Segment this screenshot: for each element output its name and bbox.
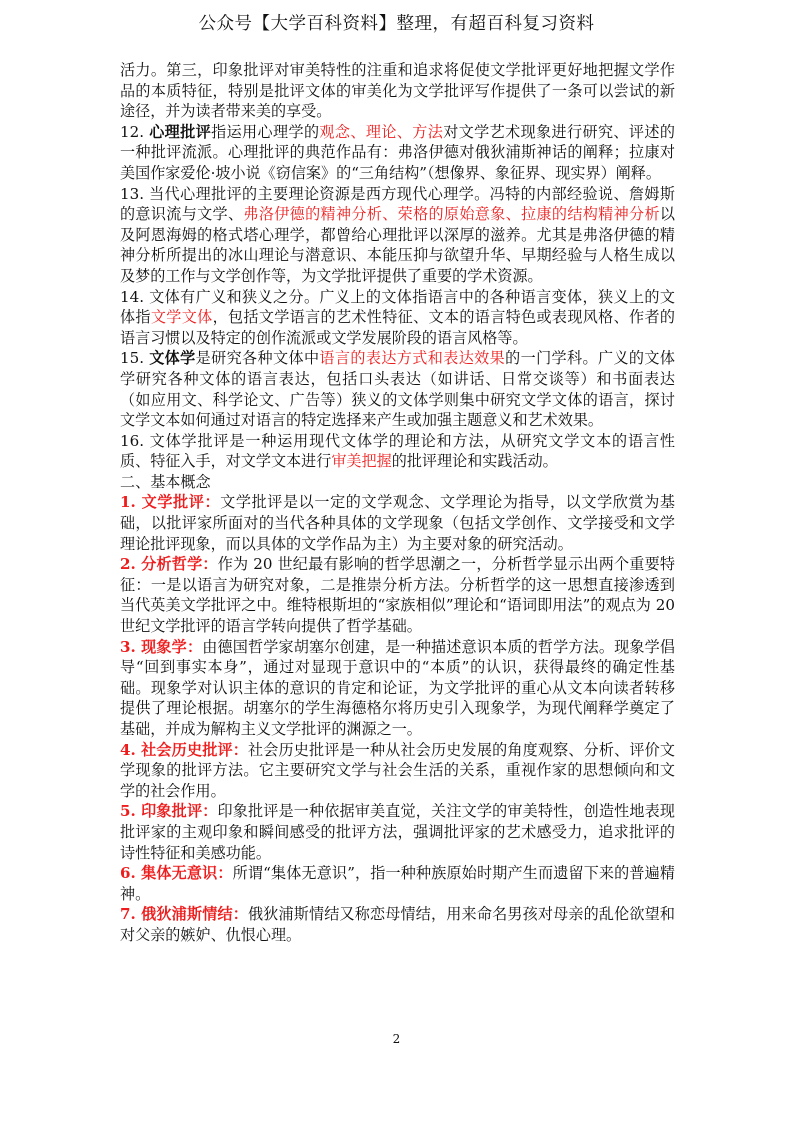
paragraph	[120, 287, 675, 349]
text-run: 的批评理论和实践活动。	[391, 452, 558, 471]
paragraph	[120, 863, 675, 904]
term-label: 7. 俄狄浦斯情结：	[120, 905, 248, 924]
term-label: 5. 印象批评：	[120, 802, 218, 821]
paragraph	[120, 431, 675, 472]
paragraph	[120, 740, 675, 802]
page-header: 公众号【大学百科资料】整理，有超百科复习资料	[198, 14, 595, 34]
text-run: 13. 当代心理批评的主要理论资源是西方现代心理学。冯特的内部经验说、詹姆斯的意识流与文学、	[120, 184, 675, 224]
text-run: 俄狄浦斯情结又称恋母情结，用来命名男孩对母亲的乱伦欲望和对父亲的嫉妒、仇恨心理。	[120, 905, 675, 944]
text-run: 的一门学科。广义的文体学研究各种文体的语言表达，包括口头表达（如讲话、日常交谈等）和书面表达（如应用文、科学论文、广告等）狭义的文体学则集中研究文学文体的语言，探讨文学文本如何通过对语言的特定选择来产生或加强主题意义和艺术效果。	[120, 349, 675, 430]
paragraph	[120, 122, 675, 184]
text-run: ，包括文学语言的艺术性特征、文本的语言特色或表现风格、作者的语言习惯以及特定的创作流派或文学发展阶段的语言风格等。	[120, 308, 675, 347]
text-run: 14. 文体有广义和狭义之分。广义上的文体指语言中的各种语言变体，狭义上的文体指	[120, 287, 675, 327]
text-run: 活力。第三，印象批评对审美特性的注重和追求将促使文学批评更好地把握文学作品的本质特征，特别是批评文体的审美化为文学批评写作提供了一条可以尝试的新途径，并为读者带来美的享受。	[120, 61, 675, 121]
text-run: 12.	[120, 122, 150, 141]
paragraph	[120, 348, 675, 430]
highlighted-text: 审美把握	[331, 452, 392, 471]
text-run: 16. 文体学批评是一种运用现代文体学的理论和方法，从研究文学文本的语言性质、特征入手，对文学文本进行	[120, 431, 675, 471]
term-label: 6. 集体无意识：	[120, 864, 233, 883]
paragraph	[120, 904, 675, 945]
text-run: 作为 20 世纪最有影响的哲学思潮之一，分析哲学显示出两个重要特征：一是以语言为研究对象，二是推崇分析方法。分析哲学的这一思想直接渗透到当代英美文学批评之中。维特根斯坦的“家族相似”理论和“语词即用法”的观点为 20 世纪文学批评的语言学转向提供了哲学基础。	[120, 555, 675, 636]
text-run: 二、基本概念	[120, 472, 211, 491]
paragraph	[120, 637, 675, 740]
paragraph	[120, 60, 675, 122]
term-label: 1. 文学批评：	[120, 493, 221, 512]
term-label: 心理批评	[149, 122, 212, 141]
text-run: 社会历史批评是一种从社会历史发展的角度观察、分析、评价文学现象的批评方法。它主要研究文学与社会生活的关系，重视作家的思想倾向和文学的社会作用。	[120, 740, 675, 800]
term-label: 3. 现象学：	[120, 637, 203, 656]
term-label: 4. 社会历史批评：	[120, 740, 248, 759]
term-label: 2. 分析哲学：	[120, 555, 218, 574]
highlighted-text: 观念、理论、方法	[319, 122, 444, 141]
text-run: 指运用心理学的	[211, 122, 320, 141]
text-run: 15.	[120, 349, 150, 368]
term-label: 文体学	[149, 349, 196, 368]
text-run: 所谓“集体无意识”，指一种种族原始时期产生而遗留下来的普遍精神。	[120, 864, 676, 903]
highlighted-text: 语言的表达方式和表达效果	[319, 349, 506, 368]
paragraph	[120, 801, 675, 863]
text-run: 文学批评是以一定的文学观念、文学理论为指导，以文学欣赏为基础，以批评家所面对的当代各种具体的文学现象（包括文学创作、文学接受和文学理论批评现象，而以具体的文学作品为主）为主要对象的研究活动。	[120, 493, 675, 553]
text-run: 由德国哲学家胡塞尔创建，是一种描述意识本质的哲学方法。现象学倡导“回到事实本身”，通过对显现于意识中的“本质”的认识，获得最终的确定性基础。现象学对认识主体的意识的肯定和论证，为文学批评的重心从文本向读者转移提供了理论根据。胡塞尔的学生海德格尔将历史引入现象学，为现代阐释学奠定了基础，并成为解构主义文学批评的渊源之一。	[120, 637, 675, 738]
paragraph	[120, 492, 675, 554]
text-run: 对文学艺术现象进行研究、评述的一种批评流派。心理批评的典范作品有：弗洛伊德对俄狄浦斯神话的阐释；拉康对美国作家爱伦·坡小说《窃信案》的“三角结构”（想像界、象征界、现实界）阐释。	[120, 122, 675, 182]
text-run: 是研究各种文体中	[195, 349, 320, 368]
paragraph	[120, 472, 675, 493]
highlighted-text: 弗洛伊德的精神分析、荣格的原始意象、拉康的结构精神分析	[243, 205, 660, 224]
paragraph	[120, 184, 675, 287]
page-number: 2	[392, 1032, 401, 1046]
paragraph	[120, 554, 675, 636]
text-run: 印象批评是一种依据审美直觉，关注文学的审美特性，创造性地表现批评家的主观印象和瞬间感受的批评方法，强调批评家的艺术感受力，追求批评的诗性特征和美感功能。	[120, 802, 675, 862]
text-run: 以及阿恩海姆的格式塔心理学，都曾给心理批评以深厚的滋养。尤其是弗洛伊德的精神分析所提出的冰山理论与潜意识、本能压抑与欲望升华、早期经验与人格生成以及梦的工作与文学创作等，为文学批评提供了重要的学术资源。	[120, 205, 675, 285]
document-body	[120, 60, 675, 946]
highlighted-text: 文学文体	[150, 308, 213, 327]
